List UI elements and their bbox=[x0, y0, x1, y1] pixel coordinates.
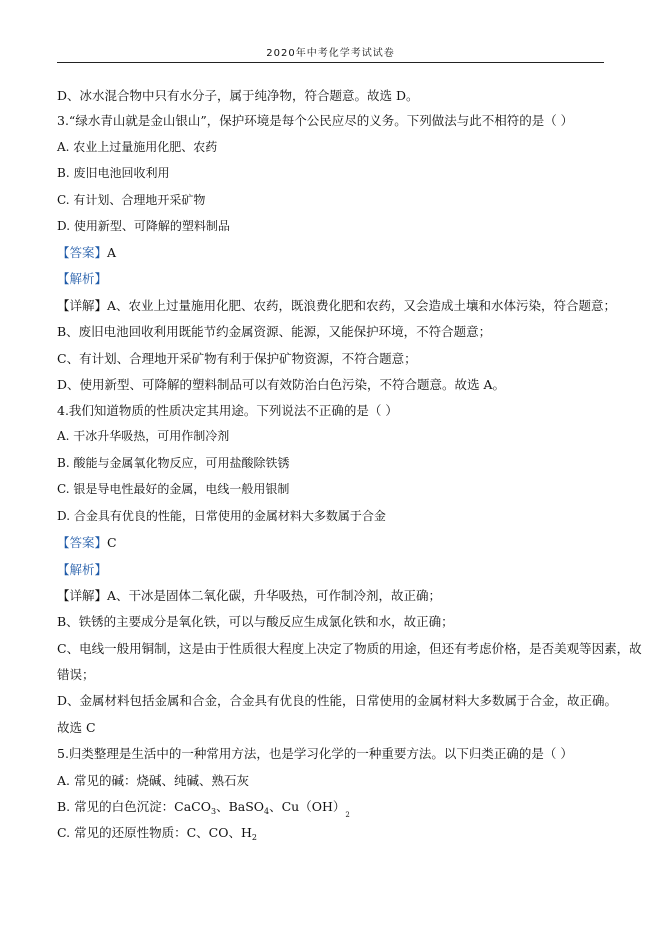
q5-option-b bbox=[57, 798, 617, 824]
text-line: 【详解】A、农业上过量施用化肥、农药，既浪费化肥和农药，又会造成土壤和水体污染，符合题意； bbox=[57, 298, 617, 313]
q5-option-a: A. 常见的碱：烧碱、纯碱、熟石灰 bbox=[57, 773, 249, 788]
text-line: D、使用新型、可降解的塑料制品可以有效防治白色污染，不符合题意。故选 A。 bbox=[57, 377, 506, 392]
question-3: 3.“绿水青山就是金山银山”，保护环境是每个公民应尽的义务。下列做法与此不相符的是（ ） bbox=[57, 113, 574, 128]
q5-b-text: 、Cu（OH） bbox=[269, 799, 346, 814]
text-line: 错误； bbox=[57, 667, 95, 682]
q5-option-c bbox=[57, 824, 617, 846]
q4-option-a: A. 干冰升华吸热，可用作制冷剂 bbox=[57, 429, 230, 443]
subscript: 3 bbox=[210, 807, 217, 816]
subscript: 2 bbox=[251, 833, 257, 842]
q4-analysis-tag: 【解析】 bbox=[57, 562, 108, 577]
subscript: 2 bbox=[345, 811, 350, 819]
q3-option-b: B. 废旧电池回收利用 bbox=[57, 166, 170, 180]
text-line: 故选 C bbox=[57, 720, 96, 735]
text-line: C、有计划、合理地开采矿物有利于保护矿物资源，不符合题意； bbox=[57, 351, 417, 366]
text-line: C、电线一般用铜制，这是由于性质很大程度上决定了物质的用途，但还有考虑价格，是否美观等因素，故 bbox=[57, 641, 642, 656]
q4-option-b: B. 酸能与金属氧化物反应，可用盐酸除铁锈 bbox=[57, 456, 290, 470]
q3-answer bbox=[57, 244, 617, 261]
q5-b-text: B. 常见的白色沉淀：CaCO bbox=[57, 799, 211, 814]
text-line: B、废旧电池回收利用既能节约金属资源、能源，又能保护环境，不符合题意； bbox=[57, 324, 492, 339]
subscript: 4 bbox=[264, 807, 270, 816]
q3-option-d: D. 使用新型、可降解的塑料制品 bbox=[57, 219, 230, 233]
q3-analysis-tag: 【解析】 bbox=[57, 271, 108, 286]
q3-option-c: C. 有计划、合理地开采矿物 bbox=[57, 193, 206, 207]
text-line: D、金属材料包括金属和合金，合金具有优良的性能，日常使用的金属材料大多数属于合金，故正确。 bbox=[57, 693, 618, 708]
answer-value: A bbox=[107, 245, 117, 260]
q4-option-c: C. 银是导电性最好的金属，电线一般用银制 bbox=[57, 482, 290, 496]
q3-option-a: A. 农业上过量施用化肥、农药 bbox=[57, 140, 218, 154]
q5-b-text: 、BaSO bbox=[216, 799, 265, 814]
question-4: 4.我们知道物质的性质决定其用途。下列说法不正确的是（ ） bbox=[57, 403, 398, 418]
text-line: D、冰水混合物中只有水分子，属于纯净物，符合题意。故选 D。 bbox=[57, 88, 419, 103]
text-line: B、铁锈的主要成分是氧化铁，可以与酸反应生成氯化铁和水，故正确； bbox=[57, 614, 454, 629]
answer-value: C bbox=[107, 535, 117, 550]
q4-option-d: D. 合金具有优良的性能，日常使用的金属材料大多数属于合金 bbox=[57, 509, 386, 523]
q5-c-text: C. 常见的还原性物质：C、CO、H bbox=[57, 825, 252, 840]
page-header: 2020年中考化学考试试卷 bbox=[57, 44, 604, 63]
q4-answer bbox=[57, 534, 617, 551]
question-5: 5.归类整理是生活中的一种常用方法，也是学习化学的一种重要方法。以下归类正确的是（ ） bbox=[57, 746, 573, 761]
answer-tag: 【答案】 bbox=[57, 535, 108, 550]
text-line: 【详解】A、干冰是固体二氧化碳，升华吸热，可作制冷剂，故正确； bbox=[57, 588, 442, 603]
answer-tag: 【答案】 bbox=[57, 245, 108, 260]
